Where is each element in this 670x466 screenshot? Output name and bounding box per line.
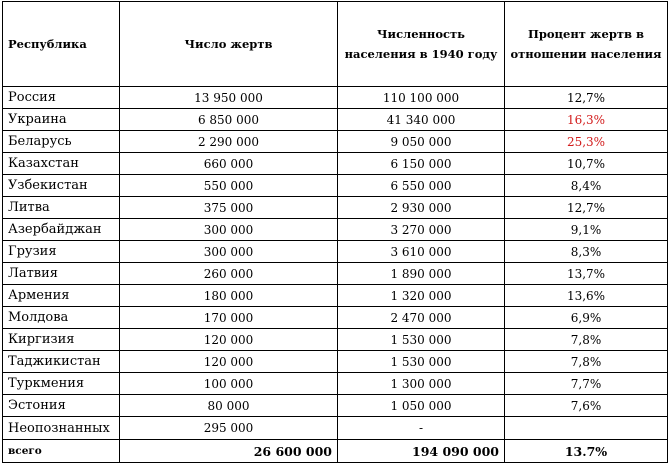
percent-cell: 25,3%: [505, 131, 668, 153]
percent-cell: 12,7%: [505, 87, 668, 109]
victims-cell: 80 000: [120, 395, 338, 417]
victims-table: [2, 1, 668, 463]
header-population: [338, 2, 505, 87]
header-percent-line2: отношении населения: [510, 47, 662, 61]
republic-cell: Таджикистан: [3, 351, 120, 373]
unknown-row: [3, 417, 668, 440]
header-republic: Республика: [3, 2, 120, 87]
republic-cell: Украина: [3, 109, 120, 131]
percent-cell: 7,7%: [505, 373, 668, 395]
victims-cell: 375 000: [120, 197, 338, 219]
percent-cell: 13,6%: [505, 285, 668, 307]
population-cell: 6 550 000: [338, 175, 505, 197]
republic-cell: Беларусь: [3, 131, 120, 153]
table-row: [3, 373, 668, 395]
table-row: [3, 329, 668, 351]
unknown-victims: 295 000: [120, 417, 338, 440]
unknown-label: Неопознанных: [3, 417, 120, 440]
percent-cell: 12,7%: [505, 197, 668, 219]
population-cell: 3 610 000: [338, 241, 505, 263]
unknown-population: -: [338, 417, 505, 440]
total-percent: 13.7%: [505, 440, 668, 463]
victims-cell: 300 000: [120, 219, 338, 241]
republic-cell: Грузия: [3, 241, 120, 263]
republic-cell: Молдова: [3, 307, 120, 329]
header-row: [3, 2, 668, 87]
percent-cell: 13,7%: [505, 263, 668, 285]
table-row: [3, 263, 668, 285]
victims-cell: 120 000: [120, 351, 338, 373]
population-cell: 110 100 000: [338, 87, 505, 109]
victims-cell: 100 000: [120, 373, 338, 395]
table-body: [3, 87, 668, 417]
victims-cell: 550 000: [120, 175, 338, 197]
header-population-line1: Численность: [377, 27, 465, 41]
table-row: [3, 285, 668, 307]
population-cell: 1 530 000: [338, 329, 505, 351]
table-row: [3, 153, 668, 175]
table-row: [3, 175, 668, 197]
header-victims: Число жертв: [120, 2, 338, 87]
population-cell: 6 150 000: [338, 153, 505, 175]
percent-cell: 9,1%: [505, 219, 668, 241]
unknown-percent: [505, 417, 668, 440]
percent-cell: 8,4%: [505, 175, 668, 197]
table-row: [3, 307, 668, 329]
percent-cell: 10,7%: [505, 153, 668, 175]
header-percent: [505, 2, 668, 87]
population-cell: 1 050 000: [338, 395, 505, 417]
table-row: [3, 241, 668, 263]
header-population-line2: населения в 1940 году: [344, 47, 498, 61]
table-row: [3, 109, 668, 131]
table-row: [3, 395, 668, 417]
population-cell: 2 470 000: [338, 307, 505, 329]
republic-cell: Казахстан: [3, 153, 120, 175]
percent-cell: 8,3%: [505, 241, 668, 263]
population-cell: 41 340 000: [338, 109, 505, 131]
republic-cell: Россия: [3, 87, 120, 109]
victims-cell: 2 290 000: [120, 131, 338, 153]
population-cell: 1 530 000: [338, 351, 505, 373]
republic-cell: Литва: [3, 197, 120, 219]
republic-cell: Латвия: [3, 263, 120, 285]
victims-cell: 660 000: [120, 153, 338, 175]
population-cell: 2 930 000: [338, 197, 505, 219]
percent-cell: 6,9%: [505, 307, 668, 329]
percent-cell: 16,3%: [505, 109, 668, 131]
republic-cell: Эстония: [3, 395, 120, 417]
percent-cell: 7,6%: [505, 395, 668, 417]
victims-cell: 13 950 000: [120, 87, 338, 109]
header-percent-line1: Процент жертв в: [527, 27, 644, 41]
total-label: всего: [3, 440, 120, 463]
republic-cell: Армения: [3, 285, 120, 307]
table-row: [3, 219, 668, 241]
republic-cell: Узбекистан: [3, 175, 120, 197]
victims-cell: 260 000: [120, 263, 338, 285]
population-cell: 3 270 000: [338, 219, 505, 241]
table-row: [3, 351, 668, 373]
table-row: [3, 197, 668, 219]
population-cell: 1 890 000: [338, 263, 505, 285]
victims-cell: 170 000: [120, 307, 338, 329]
victims-cell: 180 000: [120, 285, 338, 307]
table-row: [3, 131, 668, 153]
republic-cell: Киргизия: [3, 329, 120, 351]
population-cell: 1 300 000: [338, 373, 505, 395]
victims-cell: 300 000: [120, 241, 338, 263]
republic-cell: Туркмения: [3, 373, 120, 395]
population-cell: 1 320 000: [338, 285, 505, 307]
republic-cell: Азербайджан: [3, 219, 120, 241]
total-victims: 26 600 000: [120, 440, 338, 463]
total-population: 194 090 000: [338, 440, 505, 463]
victims-cell: 120 000: [120, 329, 338, 351]
total-row: [3, 440, 668, 463]
population-cell: 9 050 000: [338, 131, 505, 153]
percent-cell: 7,8%: [505, 329, 668, 351]
percent-cell: 7,8%: [505, 351, 668, 373]
victims-cell: 6 850 000: [120, 109, 338, 131]
table-row: [3, 87, 668, 109]
